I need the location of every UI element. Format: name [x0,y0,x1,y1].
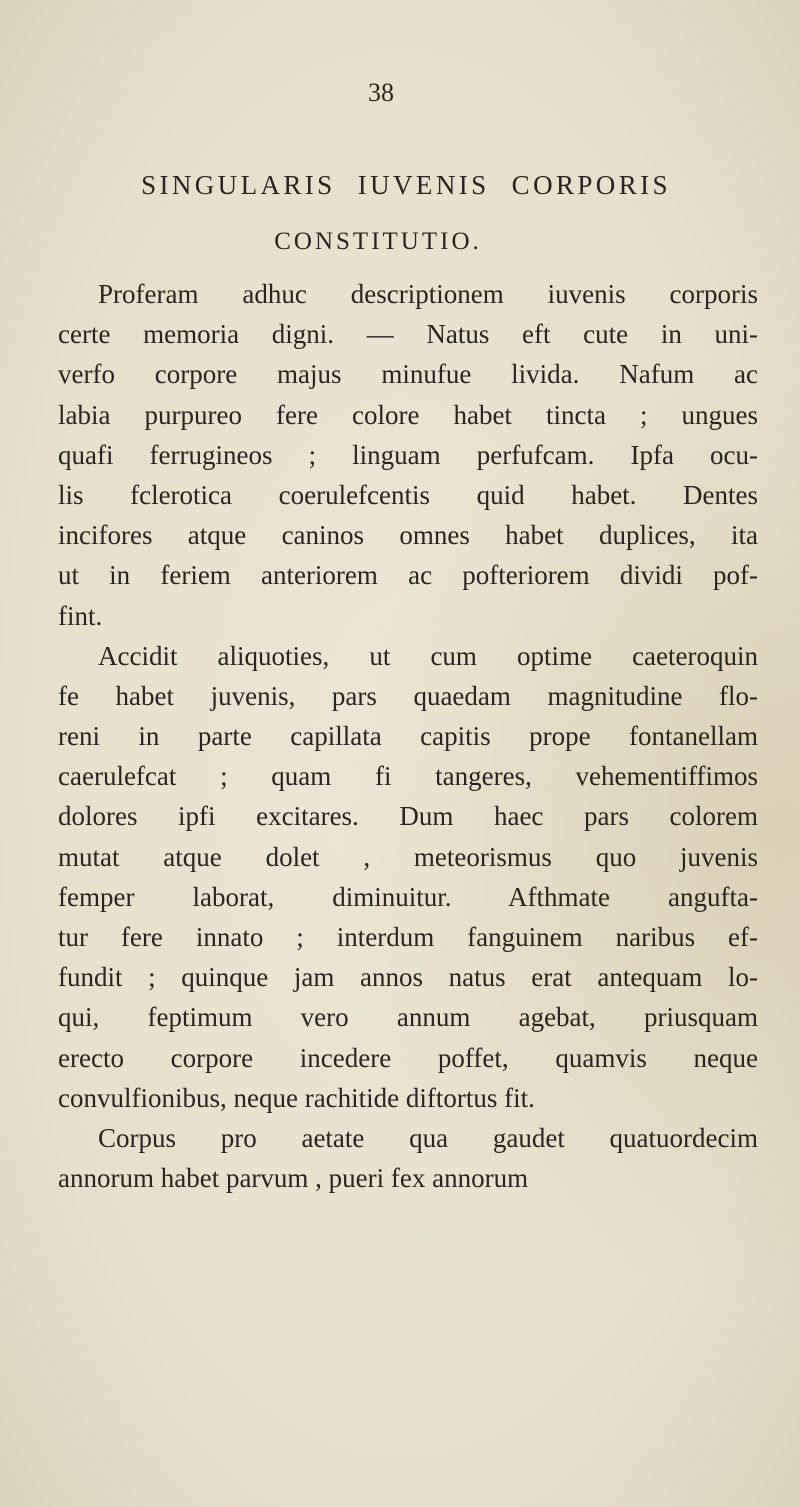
text-line: erecto corpore incedere poffet, quamvis neque [58,1042,758,1073]
text-line: certe memoria digni. — Natus eft cute in uni- [58,319,758,350]
chapter-subtitle: CONSTITUTIO. [274,228,482,255]
page-number: 38 [368,78,394,107]
text-line: convulfionibus, neque rachitide diftortus fit. [58,1082,535,1113]
text-line: Proferam adhuc descriptionem iuvenis corporis [98,279,758,309]
text-line: Accidit aliquoties, ut cum optime caeteroquin [98,640,758,671]
text-line: fint. [58,600,103,631]
text-line: Corpus pro aetate qua gaudet quatuordecim [98,1122,758,1153]
text-line: reni in parte capillata capitis prope fontanellam [58,721,758,752]
text-line: verfo corpore majus minufue livida. Nafum ac [58,359,758,390]
text-line: fundit ; quinque jam annos natus erat antequam lo- [58,962,758,993]
text-line: quafi ferrugineos ; linguam perfufcam. Ipfa ocu- [58,439,758,470]
text-line: qui, feptimum vero annum agebat, priusquam [58,1002,758,1033]
text-line: caerulefcat ; quam fi tangeres, vehementiffimos [58,761,758,792]
text-line: fe habet juvenis, pars quaedam magnitudine flo- [58,680,758,711]
text-line: ut in feriem anteriorem ac pofteriorem dividi pof- [58,560,758,591]
body-text [58,274,758,1198]
text-line: tur fere innato ; interdum fanguinem naribus ef- [58,922,758,952]
text-line: annorum habet parvum , pueri fex annorum [58,1163,529,1194]
text-line: labia purpureo fere colore habet tincta ; ungues [58,399,758,430]
chapter-title: SINGULARIS IUVENIS CORPORIS [141,170,671,200]
text-line: lis fclerotica coerulefcentis quid habet. Dentes [58,479,758,510]
text-line: femper laborat, diminuitur. Afthmate angufta- [58,881,758,912]
text-line: incifores atque caninos omnes habet duplices, ita [58,520,758,551]
text-line: mutat atque dolet , meteorismus quo juvenis [58,841,758,872]
text-line: dolores ipfi excitares. Dum haec pars colorem [58,801,758,832]
